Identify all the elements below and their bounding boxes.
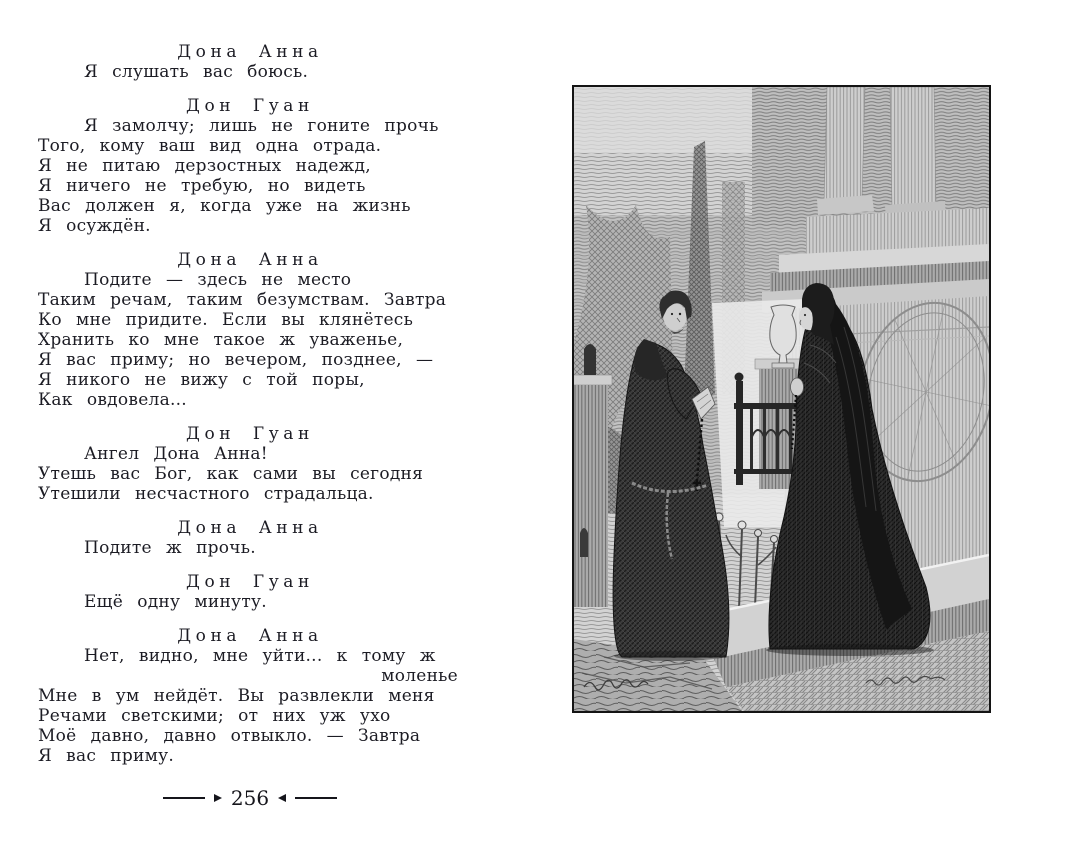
verse-line: Хранить ко мне такое ж уваженье, (38, 330, 404, 350)
verse-line: Утешили несчастного страдальца. (38, 484, 374, 504)
speaker-name: Дона Анна (177, 250, 323, 270)
verse-line: Как овдовела... (38, 390, 187, 410)
speaker-name: Дона Анна (177, 518, 323, 538)
sky-light-patch (574, 87, 759, 153)
verse-line: Моё давно, давно отвыкло. — Завтра (38, 726, 421, 746)
dialogue-column (38, 42, 462, 766)
engraving-scene (574, 87, 989, 711)
verse-line: Я никого не вижу с той поры, (38, 370, 365, 390)
page-number: 256 (230, 786, 270, 810)
verse-line: Ещё одну минуту. (84, 592, 267, 612)
verse-line: Мне в ум нейдёт. Вы развлекли меня (38, 686, 435, 706)
speaker-name: Дон Гуан (186, 96, 314, 116)
verse-line: Я вас приму; но вечером, позднее, — (38, 350, 434, 370)
speaker-name: Дона Анна (177, 42, 323, 62)
verse-line: Того, кому ваш вид одна отрада. (38, 136, 382, 156)
verse-line: Я слушать вас боюсь. (84, 62, 309, 82)
side-pedestal (574, 344, 612, 607)
verse-line: Утешь вас Бог, как сами вы сегодня (38, 464, 424, 484)
page-footer (38, 788, 462, 808)
speaker-name: Дон Гуан (186, 572, 314, 592)
verse-line: Я вас приму. (38, 746, 174, 766)
speaker-name: Дона Анна (177, 626, 323, 646)
verse-line: Я не питаю дерзостных надежд, (38, 156, 371, 176)
verse-line: Ко мне придите. Если вы клянётесь (38, 310, 414, 330)
verse-line: Нет, видно, мне уйти... к тому ж (84, 646, 436, 666)
footer-rule-right (295, 797, 337, 800)
verse-line: Подите — здесь не место (84, 270, 352, 290)
verse-line: Подите ж прочь. (84, 538, 256, 558)
verse-line: Таким речам, таким безумствам. Завтра (38, 290, 447, 310)
footer-rule-left (163, 797, 205, 800)
speaker-name: Дон Гуан (186, 424, 314, 444)
verse-line: Вас должен я, когда уже на жизнь (38, 196, 411, 216)
verse-line: Я осуждён. (38, 216, 151, 236)
verse-line: Я замолчу; лишь не гоните прочь (84, 116, 439, 136)
verse-line: Ангел Дона Анна! (84, 444, 268, 464)
verse-line: Я ничего не требую, но видеть (38, 176, 366, 196)
engraving-illustration (572, 85, 991, 713)
verse-line: моленье (381, 666, 458, 686)
arrow-right-icon (214, 794, 222, 802)
arrow-left-icon (278, 794, 286, 802)
verse-line: Речами светскими; от них уж ухо (38, 706, 391, 726)
